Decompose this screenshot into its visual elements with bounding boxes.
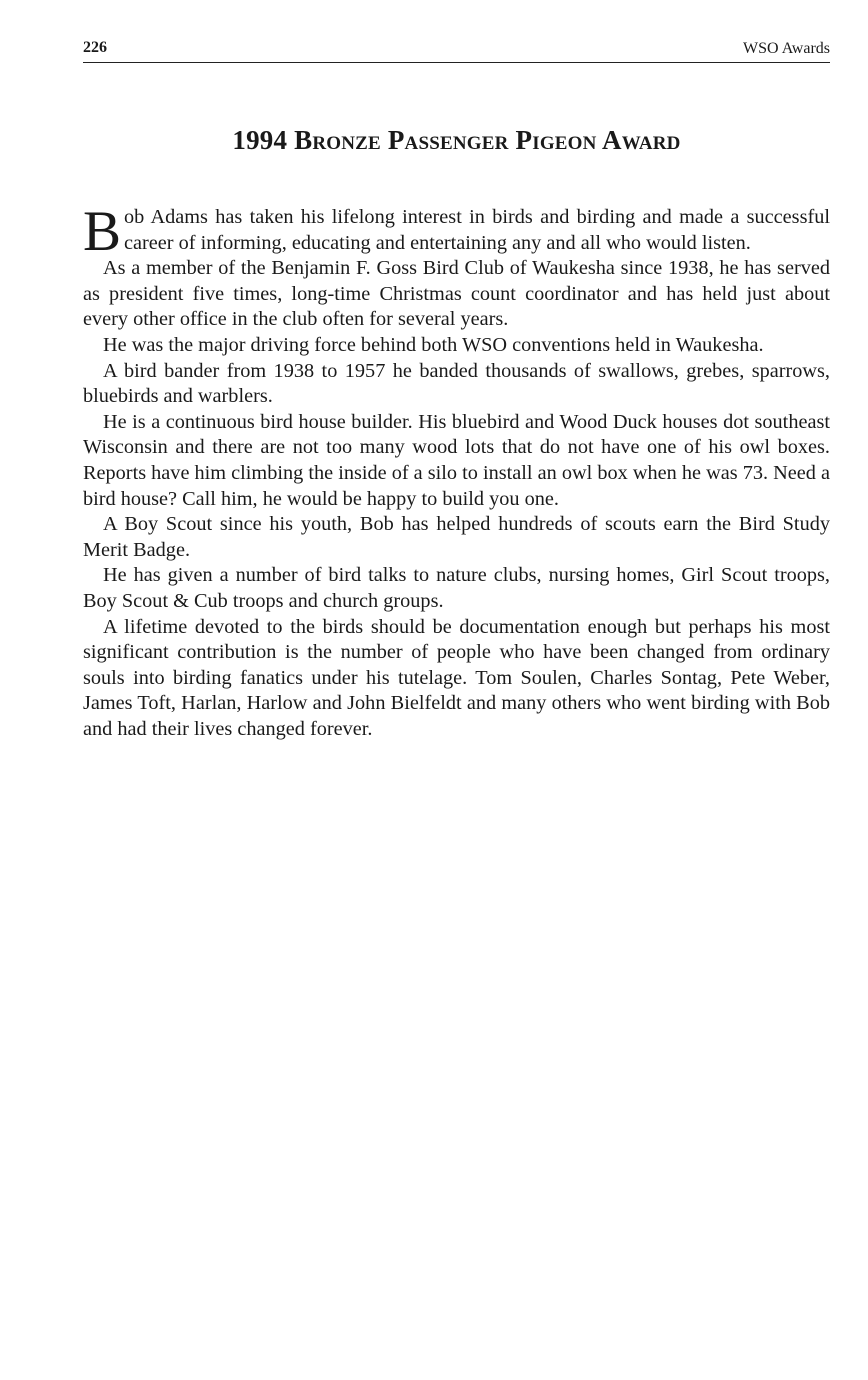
article-body	[83, 200, 830, 742]
paragraph-8: A lifetime devoted to the birds should be documentation enough but perhaps his most significant contribution is the number of people who have been changed from ordinary souls into birding fanatics under his tutelage. Tom Soulen, Charles Sontag, Pete Weber, James Toft, Harlan, Harlow and John Bielfeldt and many others who went birding with Bob and had their lives changed forever.	[83, 615, 830, 740]
paragraph-2: As a member of the Benjamin F. Goss Bird Club of Waukesha since 1938, he has served as president five times, long-time Christmas count coordinator and has held just about every other office in the club often for several years.	[83, 257, 830, 331]
running-title: WSO Awards	[743, 40, 830, 57]
paragraph-3: He was the major driving force behind both WSO conventions held in Waukesha.	[103, 333, 764, 356]
paragraph-6: A Boy Scout since his youth, Bob has helped hundreds of scouts earn the Bird Study Merit Badge.	[83, 513, 830, 561]
running-head	[83, 38, 830, 63]
paragraph-1	[83, 200, 830, 263]
paragraph-5: He is a continuous bird house builder. His bluebird and Wood Duck houses dot southeast Wisconsin and there are not too many wood lots that do not have one of his owl boxes. Reports have him climbing the inside of a silo to install an owl box when he was 73. Need a bird house? Call him, he would be happy to build you one.	[83, 410, 830, 510]
drop-cap: B	[83, 200, 122, 263]
page-number: 226	[83, 39, 107, 56]
article-title: 1994 Bronze Passenger Pigeon Award	[232, 125, 681, 155]
paragraph-7: He has given a number of bird talks to nature clubs, nursing homes, Girl Scout troops, Boy Scout & Cub troops and church groups.	[83, 564, 830, 612]
paragraph-1-text: ob Adams has taken his lifelong interest in birds and birding and made a successful career of informing, educating and entertaining any and all who would listen.	[124, 206, 830, 254]
paragraph-4: A bird bander from 1938 to 1957 he banded thousands of swallows, grebes, sparrows, bluebirds and warblers.	[83, 359, 830, 408]
